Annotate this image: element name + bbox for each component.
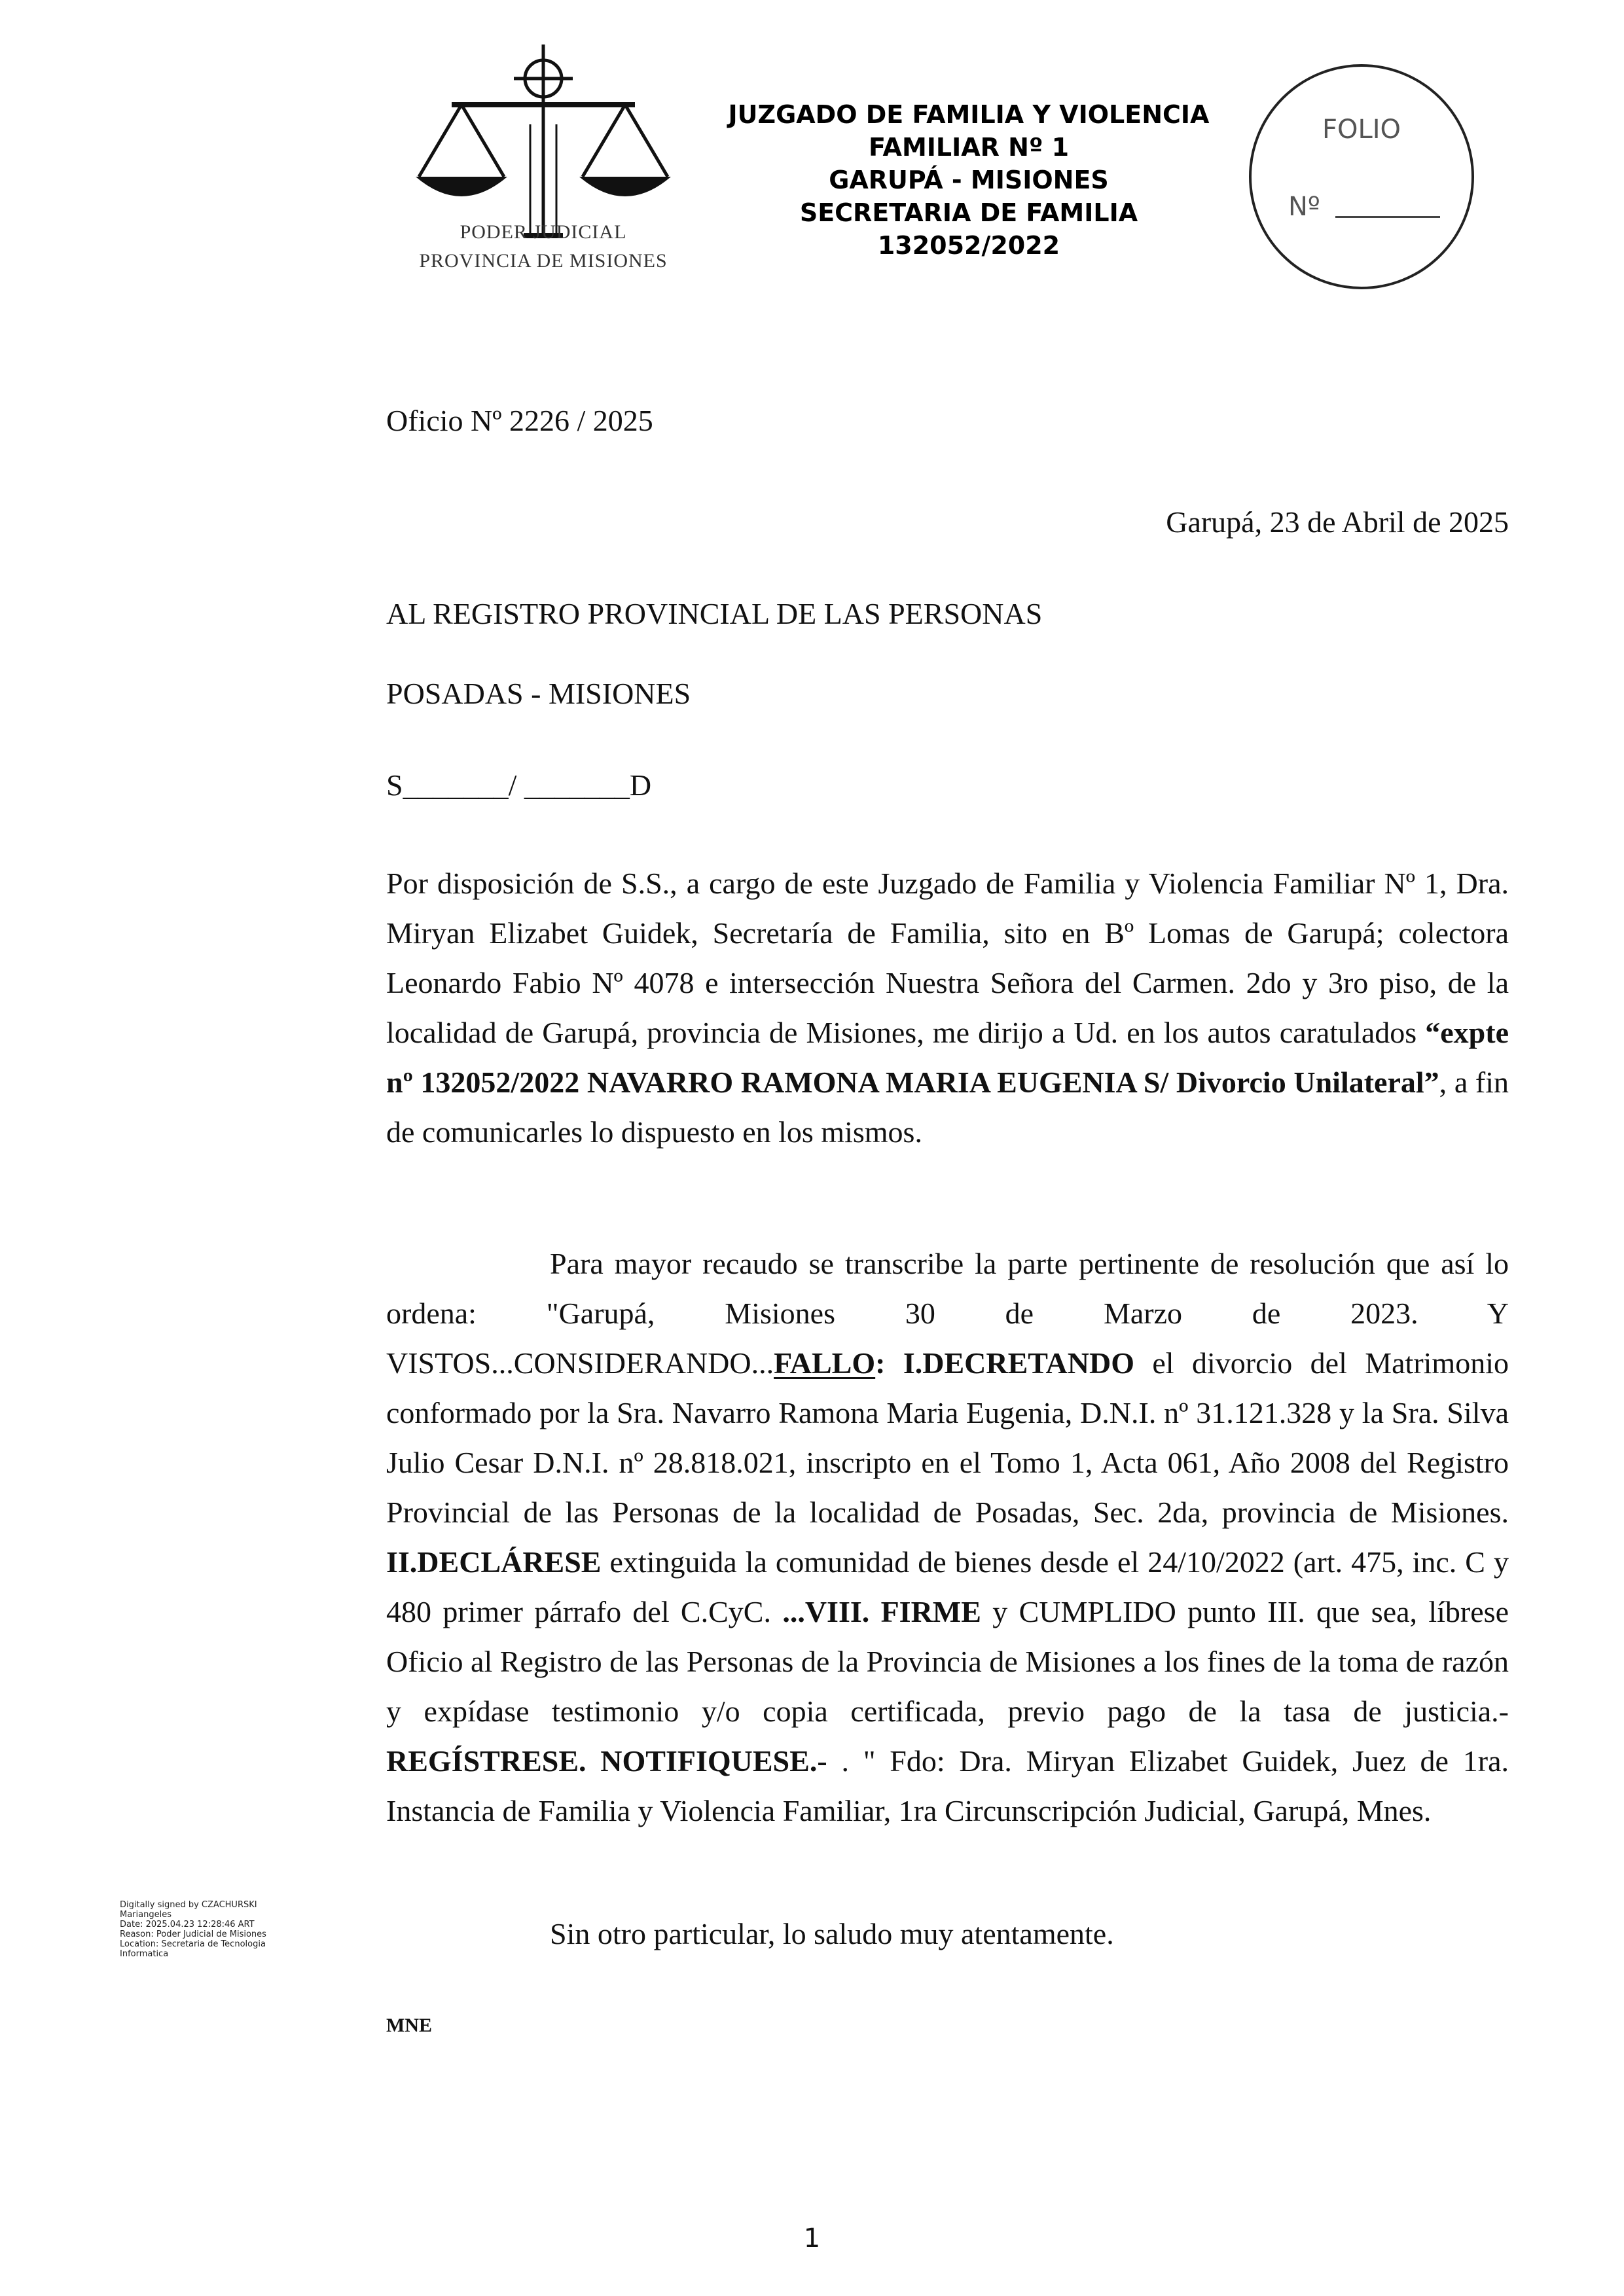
signature-line: Reason: Poder Judicial de Misiones — [120, 1929, 266, 1939]
paragraph-text: extinguida la comunidad de bienes desde el 24/10/2022 (art. 475, inc. C y 480 primer párrafo del C.CyC. — [386, 1545, 1509, 1628]
logo-caption-line2: PROVINCIA DE MISIONES — [419, 250, 668, 272]
case-title: “expte nº 132052/2022 NAVARRO RAMONA MARIA EUGENIA S/ Divorcio Unilateral” — [386, 1016, 1509, 1099]
paragraph-text: Por disposición de S.S., a cargo de este Juzgado de Familia y Violencia Familiar Nº 1, Dra. Miryan Elizabet Guidek, Secretaría de Familia, sito en Bº Lomas de Garupá; colectora Leonardo Fabio Nº 4078 e intersección Nuestra Señora del Carmen. 2do y 3ro piso, de la localidad de Garupá, provincia de Misiones, me dirijo a Ud. en los autos caratulados — [386, 867, 1509, 1049]
declarese-text: II.DECLÁRESE — [386, 1545, 602, 1579]
fallo-colon: : — [875, 1346, 886, 1380]
addressee-city: POSADAS - MISIONES — [386, 677, 691, 710]
salutation: S_______/ _______D — [386, 768, 652, 802]
paragraph-text: . " Fdo: Dra. Miryan Elizabet Guidek, Juez de 1ra. Instancia de Familia y Violencia Familiar, 1ra Circunscripción Judicial, Garupá, Mnes. — [386, 1744, 1509, 1827]
signature-line: Mariangeles — [120, 1910, 171, 1920]
paragraph-text: el divorcio del Matrimonio conformado por la Sra. Navarro Ramona Maria Eugenia, D.N.I. nº 31.121.328 y la Sra. Silva Julio Cesar D.N.I. nº 28.818.021, inscripto en el Tomo 1, Acta 061, Año 2008 del Registro Provincial de las Personas de la localidad de Posadas, Sec. 2da, provincia de Misiones. — [386, 1346, 1509, 1529]
decretando-text: I.DECRETANDO — [885, 1346, 1134, 1380]
signature-line: Digitally signed by CZACHURSKI — [120, 1900, 257, 1910]
fallo-heading: FALLO — [774, 1346, 876, 1380]
court-header-line: GARUPÁ - MISIONES — [829, 166, 1109, 194]
court-header-line: FAMILIAR Nº 1 — [868, 133, 1070, 162]
logo-caption-line1: PODER JUDICIAL — [460, 221, 627, 243]
paragraph-text: y CUMPLIDO punto III. que sea, líbrese Oficio al Registro de las Personas de la Provincia de Misiones a los fines de la toma de razón y expídase testimonio y/o copia certificada, previo pago de la tasa de justicia.- — [386, 1595, 1509, 1728]
body-paragraph-1 — [386, 859, 1509, 1157]
addressee: AL REGISTRO PROVINCIAL DE LAS PERSONAS — [386, 597, 1043, 630]
folio-stamp — [1240, 62, 1483, 291]
closing-line: Sin otro particular, lo saludo muy atentamente. — [550, 1917, 1114, 1950]
court-header-line: SECRETARIA DE FAMILIA — [799, 198, 1138, 227]
court-header — [681, 98, 1257, 262]
paragraph-text: , a fin de comunicarles lo dispuesto en los mismos. — [386, 1066, 1509, 1149]
signature-line: Date: 2025.04.23 12:28:46 ART — [120, 1920, 255, 1929]
folio-number-label: Nº — [1288, 192, 1320, 222]
folio-number-blank — [1335, 216, 1440, 218]
signature-line: Informatica — [120, 1949, 169, 1959]
digital-signature — [120, 1900, 310, 1959]
body-paragraph-2 — [386, 1239, 1509, 1836]
folio-label: FOLIO — [1322, 115, 1401, 145]
paragraph-text: Para mayor recaudo se transcribe la parte pertinente de resolución que así lo ordena: "Garupá, Misiones 30 de Marzo de 2023. Y VISTOS...CONSIDERANDO... — [386, 1247, 1509, 1380]
signature-line: Location: Secretaria de Tecnologia — [120, 1939, 266, 1949]
court-header-line: 132052/2022 — [877, 231, 1060, 260]
initials: MNE — [386, 2015, 432, 2036]
page-number: 1 — [803, 2223, 821, 2253]
firme-text: ...VIII. FIRME — [782, 1595, 981, 1628]
court-header-line: JUZGADO DE FAMILIA Y VIOLENCIA — [728, 100, 1210, 129]
registrese-text: REGÍSTRESE. NOTIFIQUESE.- — [386, 1744, 827, 1778]
oficio-number: Oficio Nº 2226 / 2025 — [386, 404, 653, 437]
date-line: Garupá, 23 de Abril de 2025 — [1166, 505, 1509, 539]
